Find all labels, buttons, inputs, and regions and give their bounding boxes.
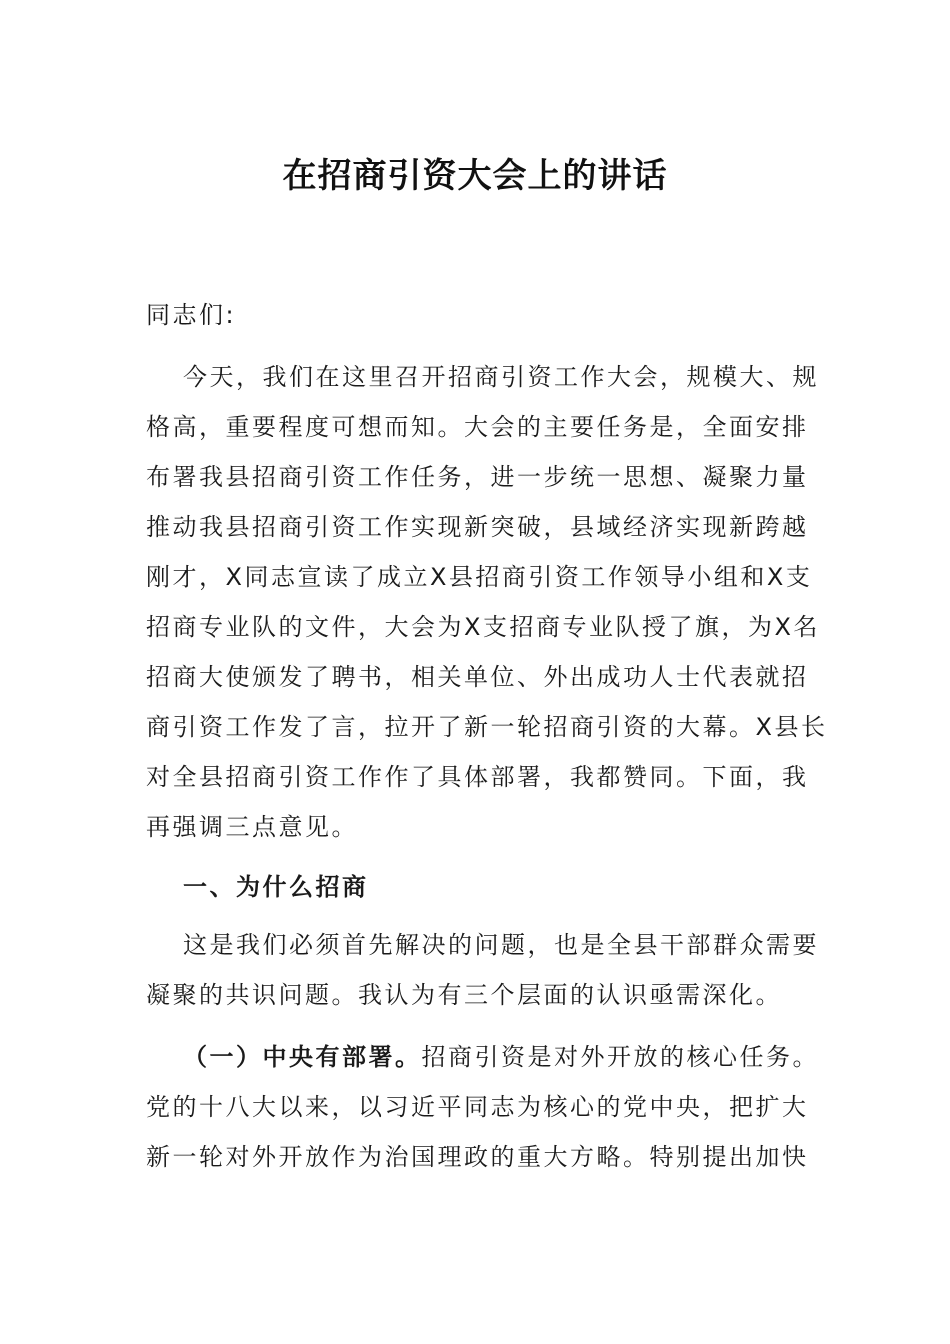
paragraph-line: 招商大使颁发了聘书，相关单位、外出成功人士代表就招 (146, 663, 809, 691)
paragraph-line: 这是我们必须首先解决的问题，也是全县干部群众需要 (183, 931, 819, 959)
paragraph-line: 推动我县招商引资工作实现新突破，县域经济实现新跨越 (146, 513, 809, 541)
paragraph-section-intro (146, 920, 819, 1020)
section-heading-text: 一、为什么招商 (183, 873, 369, 901)
document-title: 在招商引资大会上的讲话 (282, 156, 668, 196)
paragraph-line: 对全县招商引资工作作了具体部署，我都赞同。下面，我 (146, 763, 809, 791)
paragraph-line: 招商专业队的文件，大会为X支招商专业队授了旗，为X名 (146, 613, 820, 641)
section-heading (146, 862, 806, 912)
paragraph-line: 今天，我们在这里召开招商引资工作大会，规模大、规 (183, 363, 819, 391)
paragraph-line: 布署我县招商引资工作任务，进一步统一思想、凝聚力量 (146, 463, 809, 491)
salutation (146, 290, 806, 340)
paragraph-line: 新一轮对外开放作为治国理政的重大方略。特别提出加快 (146, 1143, 809, 1171)
paragraph-opening (146, 352, 828, 852)
paragraph-line: 商引资工作发了言，拉开了新一轮招商引资的大幕。X县长 (146, 713, 828, 741)
salutation-text: 同志们: (146, 301, 237, 329)
paragraph-subsection (146, 1032, 819, 1182)
paragraph-line: 格高，重要程度可想而知。大会的主要任务是，全面安排 (146, 413, 809, 441)
paragraph-line: 党的十八大以来，以习近平同志为核心的党中央，把扩大 (146, 1093, 809, 1121)
subsection-lead: （一）中央有部署。 (183, 1043, 422, 1071)
paragraph-line: 再强调三点意见。 (146, 813, 358, 841)
paragraph-line (146, 1032, 819, 1082)
paragraph-line: 凝聚的共识问题。我认为有三个层面的认识亟需深化。 (146, 981, 782, 1009)
subsection-lead-rest: 招商引资是对外开放的核心任务。 (421, 1043, 819, 1071)
paragraph-line: 刚才，X同志宣读了成立X县招商引资工作领导小组和X支 (146, 563, 813, 591)
